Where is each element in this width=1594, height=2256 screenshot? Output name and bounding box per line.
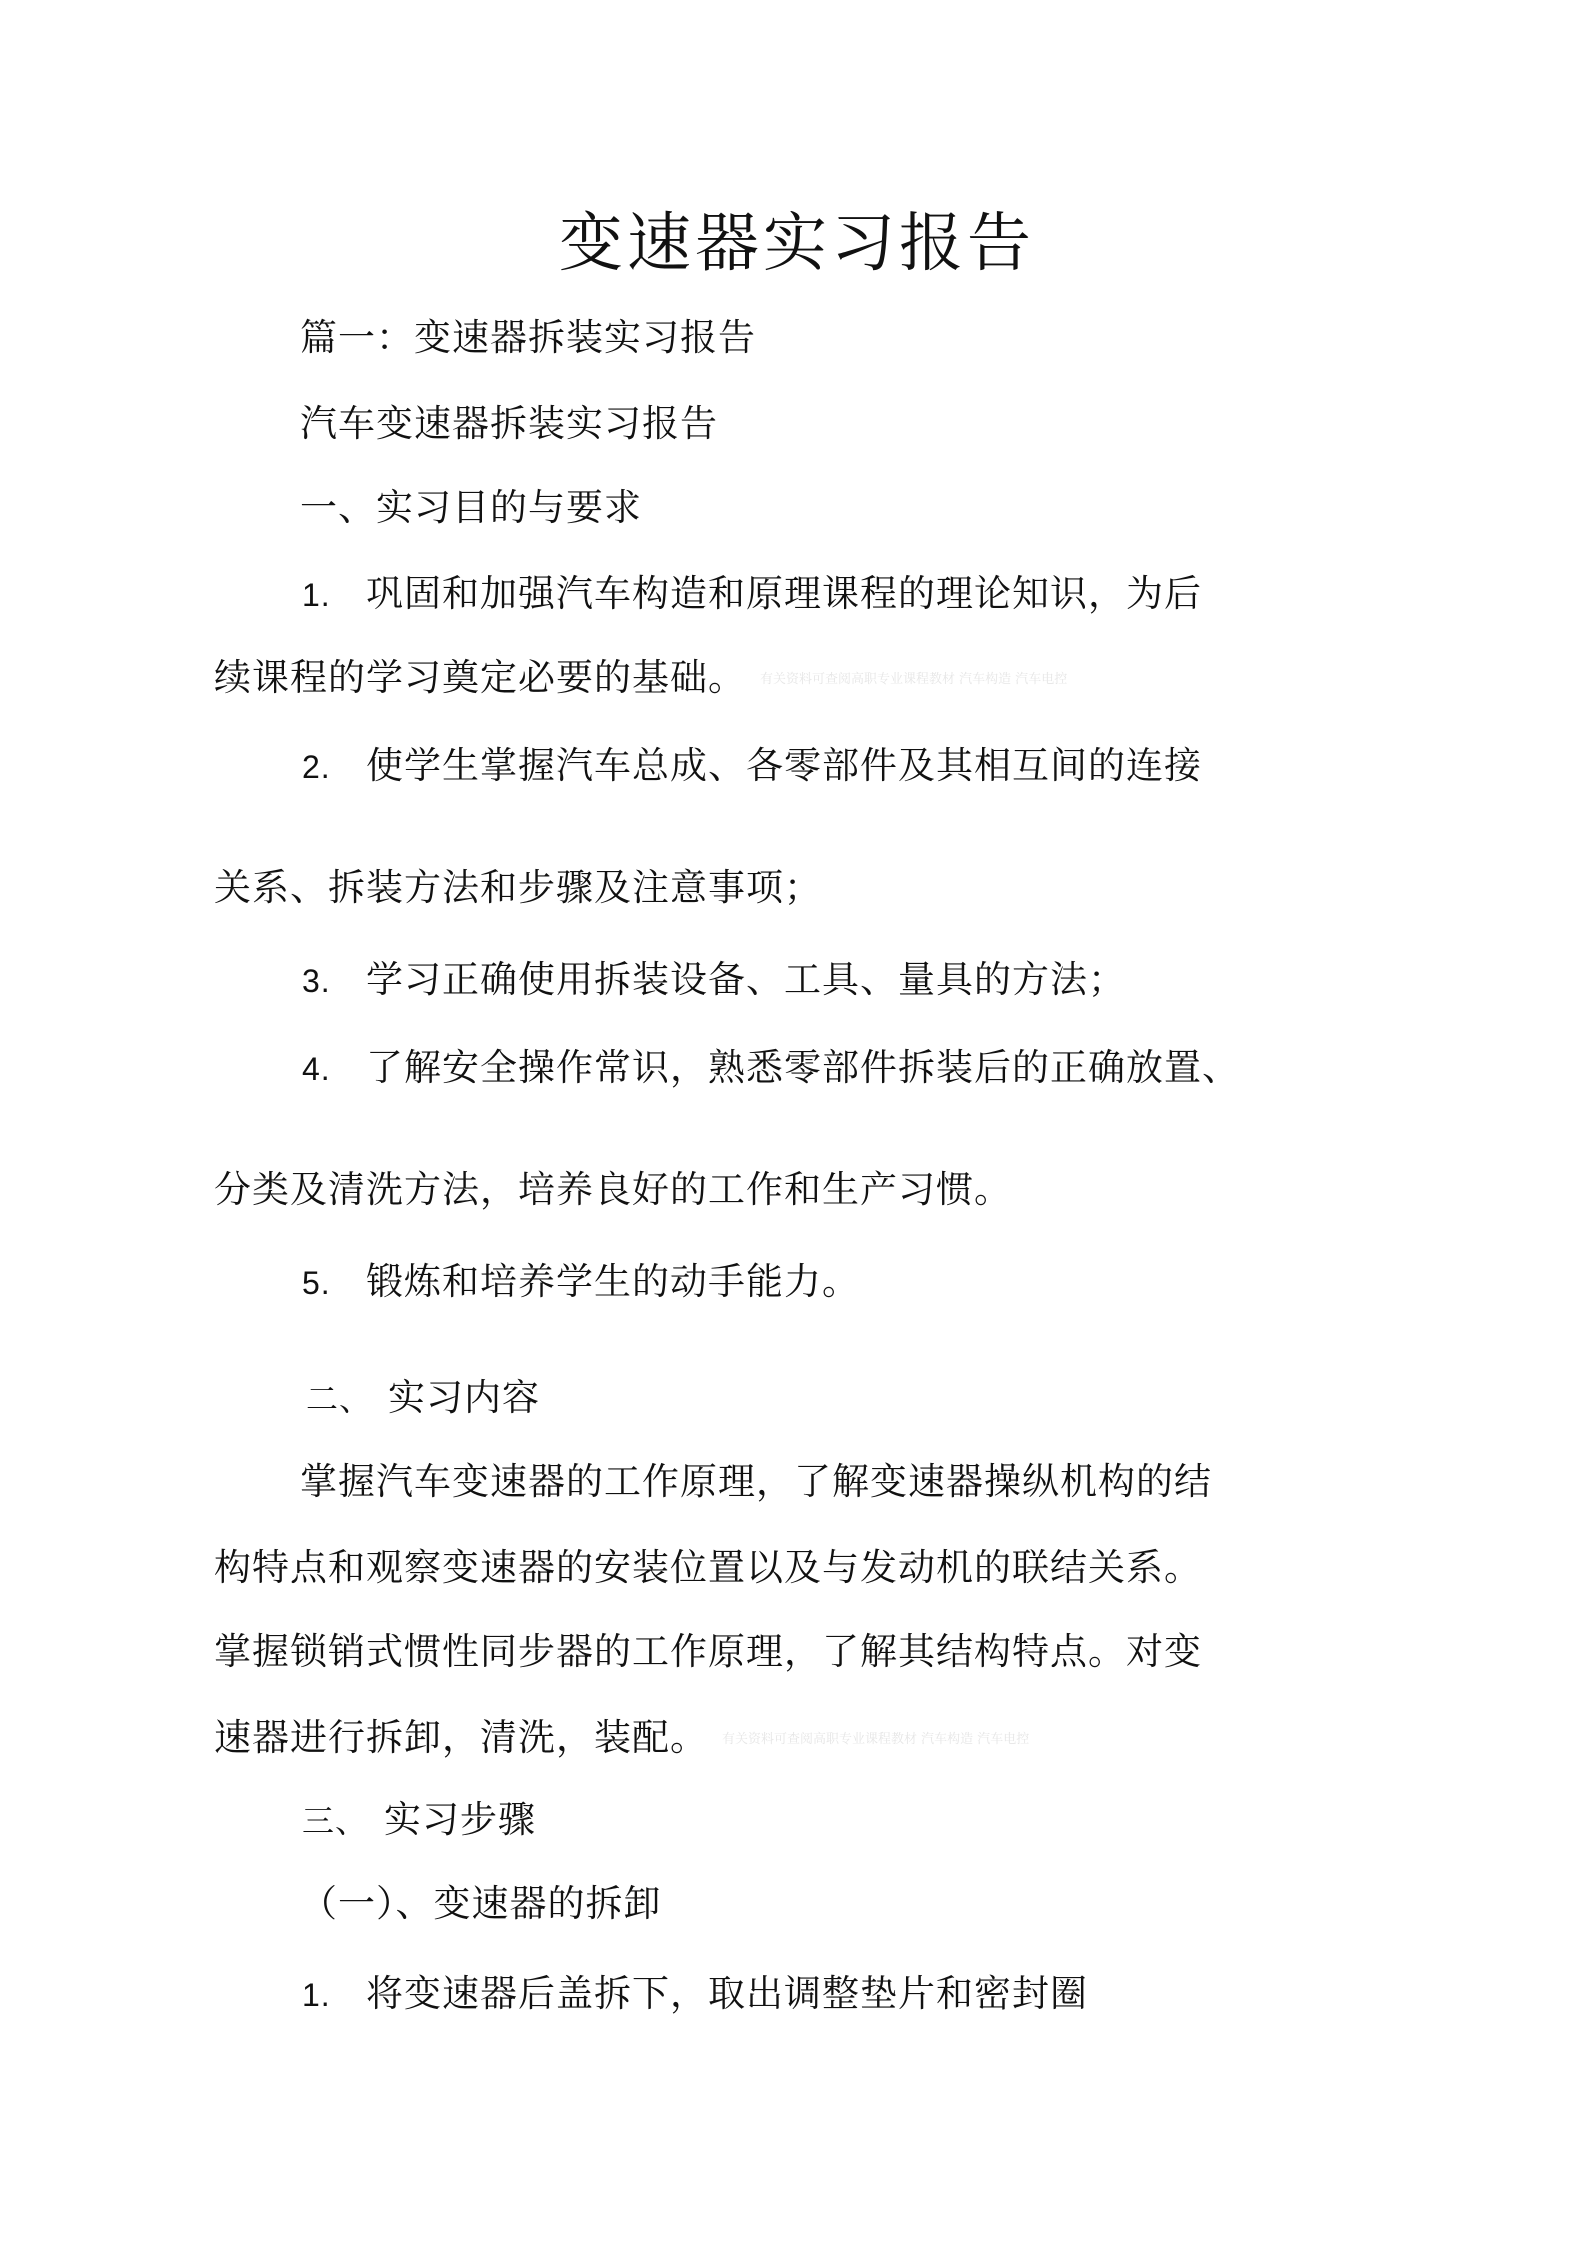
sub-title: 汽车变速器拆装实习报告 bbox=[300, 402, 718, 445]
list-item-continuation: 关系、拆装方法和步骤及注意事项； bbox=[214, 866, 822, 909]
paragraph-line: 掌握锁销式惯性同步器的工作原理，了解其结构特点。对变 bbox=[214, 1630, 1202, 1673]
list-item bbox=[302, 1046, 1240, 1091]
list-item-text: 锻炼和培养学生的动手能力。 bbox=[366, 1260, 860, 1303]
list-item-number: 2. bbox=[302, 749, 331, 785]
paragraph-text: 速器进行拆卸，清洗，装配。 bbox=[214, 1716, 708, 1759]
list-item-number: 1. bbox=[302, 577, 331, 613]
list-item-number: 1. bbox=[302, 1977, 331, 2013]
section-label: 实习内容 bbox=[388, 1376, 540, 1419]
list-item-number: 3. bbox=[302, 963, 331, 999]
part-heading: 篇一：变速器拆装实习报告 bbox=[300, 316, 756, 359]
list-item-number: 4. bbox=[302, 1051, 331, 1087]
list-item bbox=[302, 744, 1202, 789]
list-item-text: 将变速器后盖拆下，取出调整垫片和密封圈 bbox=[366, 1972, 1088, 2015]
subsection-heading: （一）、变速器的拆卸 bbox=[300, 1882, 662, 1925]
list-item bbox=[302, 572, 1202, 617]
section2-heading bbox=[306, 1376, 540, 1421]
list-item-text: 巩固和加强汽车构造和原理课程的理论知识，为后 bbox=[366, 572, 1202, 615]
list-item-number: 5. bbox=[302, 1265, 331, 1301]
section-number: 三、 bbox=[302, 1803, 369, 1839]
list-item-continuation bbox=[214, 656, 1067, 702]
document-title: 变速器实习报告 bbox=[559, 207, 1035, 281]
list-item bbox=[302, 958, 1126, 1003]
list-item-continuation: 分类及清洗方法，培养良好的工作和生产习惯。 bbox=[214, 1168, 1012, 1211]
list-item-text: 使学生掌握汽车总成、各零部件及其相互间的连接 bbox=[366, 744, 1202, 787]
paragraph-line: 掌握汽车变速器的工作原理，了解变速器操纵机构的结 bbox=[300, 1460, 1212, 1503]
list-item-text: 续课程的学习奠定必要的基础。 bbox=[214, 656, 746, 699]
section-number: 二、 bbox=[306, 1381, 373, 1417]
faint-watermark-text: 有关资料可查阅高职专业课程教材 汽车构造 汽车电控 bbox=[722, 1731, 1030, 1747]
list-item bbox=[302, 1972, 1088, 2017]
paragraph-line bbox=[214, 1716, 1029, 1762]
faint-watermark-text: 有关资料可查阅高职专业课程教材 汽车构造 汽车电控 bbox=[760, 671, 1068, 687]
paragraph-line: 构特点和观察变速器的安装位置以及与发动机的联结关系。 bbox=[214, 1546, 1202, 1589]
section1-heading: 一、实习目的与要求 bbox=[300, 486, 642, 529]
list-item-text: 了解安全操作常识，熟悉零部件拆装后的正确放置、 bbox=[366, 1046, 1240, 1089]
list-item bbox=[302, 1260, 860, 1305]
section3-heading bbox=[302, 1798, 536, 1843]
list-item-text: 学习正确使用拆装设备、工具、量具的方法； bbox=[366, 958, 1126, 1001]
section-label: 实习步骤 bbox=[384, 1798, 536, 1841]
